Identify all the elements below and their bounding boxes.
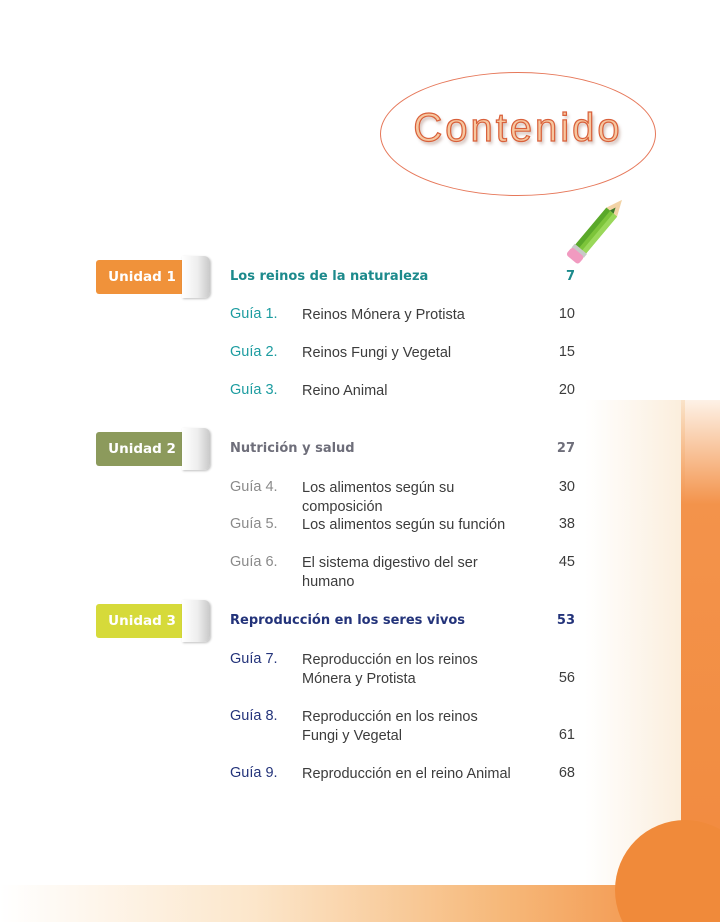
guide-title: Reproducción en el reino Animal xyxy=(302,766,511,782)
guide-title xyxy=(302,708,532,746)
guide-page-number: 68 xyxy=(558,765,575,781)
unit-3-tab xyxy=(96,598,216,646)
guide-title: Los alimentos según su composición xyxy=(302,480,455,515)
guide-number: Guía 6. xyxy=(230,554,278,570)
unit-label: Unidad 3 xyxy=(108,613,176,629)
guide-title: Reino Animal xyxy=(302,383,388,399)
unit-title: Nutrición y salud xyxy=(230,441,355,456)
guide-page-number: 15 xyxy=(558,344,575,360)
guide-title-line-1: Reproducción en los reinos xyxy=(302,709,478,725)
guide-number: Guía 4. xyxy=(230,479,278,495)
unit-1-tab xyxy=(96,254,216,302)
guide-number: Guía 8. xyxy=(230,708,278,724)
guide-page-number: 45 xyxy=(558,554,575,570)
guide-title: Los alimentos según su función xyxy=(302,517,506,533)
unit-page-number: 53 xyxy=(556,613,575,628)
unit-2-tab xyxy=(96,426,216,474)
guide-page-number: 61 xyxy=(558,727,575,743)
unit-title: Reproducción en los seres vivos xyxy=(230,613,465,628)
unit-1-heading xyxy=(230,269,575,287)
guide-number: Guía 1. xyxy=(230,306,278,322)
guide-title xyxy=(302,651,532,689)
guide-title: Reinos Mónera y Protista xyxy=(302,307,465,323)
bottom-band-decoration xyxy=(0,885,720,922)
unit-2-heading xyxy=(230,441,575,459)
unit-label: Unidad 1 xyxy=(108,269,176,285)
guide-page-number: 56 xyxy=(558,670,575,686)
guide-title-line-2: Fungi y Vegetal xyxy=(302,728,402,744)
unit-title: Los reinos de la naturaleza xyxy=(230,269,429,284)
guide-number: Guía 3. xyxy=(230,382,278,398)
page-title: Contenido xyxy=(413,106,623,150)
guide-title-line-2: Mónera y Protista xyxy=(302,671,416,687)
unit-3-heading xyxy=(230,613,575,631)
pencil-icon xyxy=(555,190,635,275)
guide-title: Reinos Fungi y Vegetal xyxy=(302,345,452,361)
guide-page-number: 10 xyxy=(558,306,575,322)
guide-number: Guía 7. xyxy=(230,651,278,667)
unit-page-number: 7 xyxy=(565,269,575,284)
guide-page-number: 20 xyxy=(558,382,575,398)
unit-label: Unidad 2 xyxy=(108,441,176,457)
guide-number: Guía 9. xyxy=(230,765,278,781)
guide-page-number: 30 xyxy=(558,479,575,495)
guide-title-line-1: Reproducción en los reinos xyxy=(302,652,478,668)
guide-title: El sistema digestivo del ser humano xyxy=(302,555,478,590)
unit-page-number: 27 xyxy=(556,441,575,456)
guide-number: Guía 5. xyxy=(230,516,278,532)
guide-page-number: 38 xyxy=(558,516,575,532)
guide-number: Guía 2. xyxy=(230,344,278,360)
